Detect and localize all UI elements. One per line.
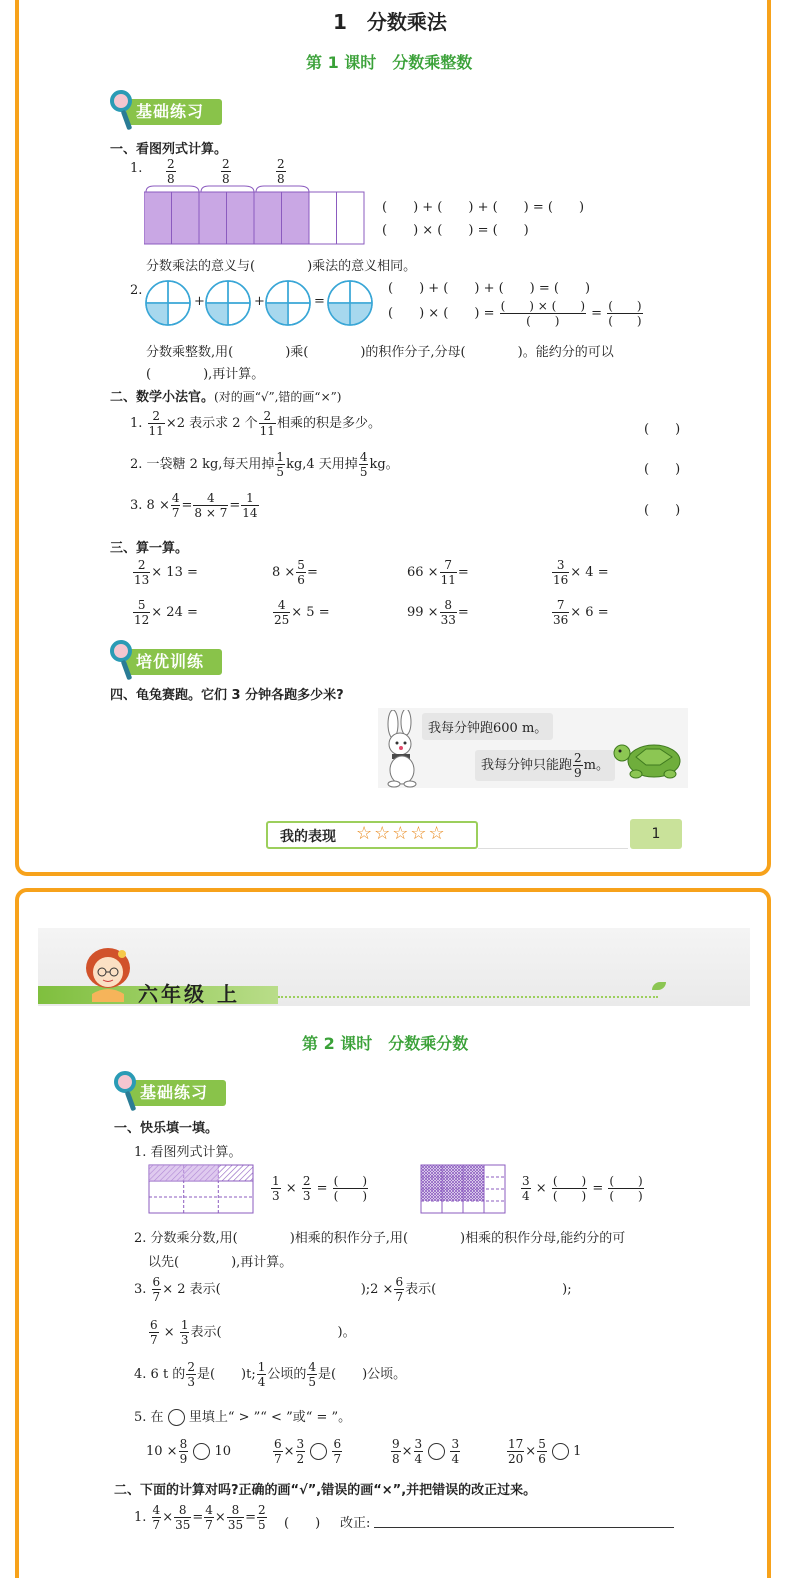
q1-brace-label-2: $\frac{2}{8}$ bbox=[222, 157, 230, 186]
badge-label: 培优训练 bbox=[126, 649, 222, 675]
compare-circle-icon bbox=[168, 1409, 185, 1426]
p2-q4: 4. 6 t 的 $\frac{2}{3}$ 是( )t; $\frac{1}{4}$ 公顷的 $\frac{4}{5}$ 是( )公顷。 bbox=[134, 1360, 407, 1389]
lesson2-title: 第 2 课时 分数乘分数 bbox=[302, 1034, 469, 1053]
calc-2-3: 99 × $\frac{8}{33}$ = bbox=[407, 598, 469, 627]
p2-q1: 1. 看图列式计算。 bbox=[134, 1145, 242, 1160]
judge-item-2: 2. 一袋糖 2 kg,每天用掉 $\frac{1}{5}$ kg,4 天用掉 $\frac{4}{5}$ kg。 bbox=[130, 450, 399, 479]
p2-correct-label: 改正: bbox=[340, 1516, 371, 1531]
answer-circle[interactable] bbox=[193, 1443, 210, 1460]
calc-1-1: $\frac{2}{13}$ × 13 = bbox=[134, 558, 198, 587]
p2-grid-diagram-b bbox=[420, 1164, 508, 1216]
performance-line bbox=[478, 848, 628, 849]
basic-practice-badge-2 bbox=[114, 1077, 226, 1105]
performance-label: 我的表现 bbox=[280, 829, 336, 845]
calc-2-2: $\frac{4}{25}$ × 5 = bbox=[274, 598, 330, 627]
p2-correct-line[interactable] bbox=[374, 1527, 674, 1528]
judge-answer-1[interactable]: ( ) bbox=[644, 422, 681, 437]
calc-1-4: $\frac{3}{16}$ × 4 = bbox=[553, 558, 609, 587]
q1-text: 分数乘法的意义与( )乘法的意义相同。 bbox=[146, 259, 417, 274]
p2-q1-expr-a: $\frac{1}{3}$ × $\frac{2}{3}$ = $\frac{( )}{( )}$ bbox=[272, 1174, 368, 1203]
girl-avatar-icon bbox=[82, 944, 134, 1002]
p2-s2-q1: 1. $\frac{4}{7}$ × $\frac{8}{35}$ = $\frac{4}{7}$ × $\frac{8}{35}$ = $\frac{2}{5}$ bbox=[134, 1503, 266, 1532]
p2-q1-expr-b: $\frac{3}{4}$ × $\frac{( )}{( )}$ = $\frac{( )}{( )}$ bbox=[522, 1174, 643, 1203]
calc-1-3: 66 × $\frac{7}{11}$ = bbox=[407, 558, 469, 587]
badge-label: 基础练习 bbox=[126, 99, 222, 125]
q2-number: 2. bbox=[130, 283, 143, 298]
q2-plus-2: + bbox=[254, 294, 265, 309]
turtle-icon bbox=[612, 735, 688, 780]
compare-1: 10 × $\frac{8}{9}$ 10 bbox=[146, 1437, 232, 1466]
compare-4: $\frac{17}{20}$ × $\frac{5}{6}$ 1 bbox=[508, 1437, 582, 1466]
judge-answer-2[interactable]: ( ) bbox=[644, 462, 681, 477]
advanced-training-badge bbox=[110, 646, 222, 674]
p2-section1-title: 一、快乐填一填。 bbox=[114, 1121, 219, 1136]
q2-text-1: 分数乘整数,用( )乘( )的积作分子,分母( )。能约分的可以 bbox=[146, 345, 614, 360]
page-number: 1 bbox=[630, 819, 682, 849]
magnifier-icon bbox=[110, 90, 132, 112]
q1-mul-line: ( ) × ( ) = ( ) bbox=[382, 223, 529, 238]
p2-q2-line2: 以先( ),再计算。 bbox=[148, 1255, 293, 1270]
q1-brace-label-3: $\frac{2}{8}$ bbox=[277, 157, 285, 186]
q2-equals: = bbox=[314, 294, 325, 309]
answer-circle[interactable] bbox=[552, 1443, 569, 1460]
p2-section2-title: 二、下面的计算对吗?正确的画“√”,错误的画“×”,并把错误的改正过来。 bbox=[114, 1483, 537, 1498]
q1-strip-diagram bbox=[144, 184, 369, 248]
calc-2-4: $\frac{7}{36}$ × 6 = bbox=[553, 598, 609, 627]
p2-s2-q1-answer[interactable]: ( ) bbox=[284, 1516, 321, 1531]
answer-circle[interactable] bbox=[428, 1443, 445, 1460]
magnifier-icon bbox=[110, 640, 132, 662]
q2-add-line: ( ) + ( ) + ( ) = ( ) bbox=[388, 281, 591, 296]
section3-title: 三、算一算。 bbox=[110, 541, 189, 556]
section1-title: 一、看图列式计算。 bbox=[110, 142, 228, 157]
compare-3: $\frac{9}{8}$ × $\frac{3}{4}$ $\frac{3}{4}$ bbox=[392, 1437, 460, 1466]
answer-circle[interactable] bbox=[310, 1443, 327, 1460]
p2-q3-line2: $\frac{6}{7}$ × $\frac{1}{3}$ 表示( )。 bbox=[150, 1318, 356, 1347]
badge-label: 基础练习 bbox=[130, 1080, 226, 1106]
q2-text-2: ( ),再计算。 bbox=[146, 367, 265, 382]
grade-header-text: 六年级 上 bbox=[138, 982, 240, 1006]
q2-mul-line: ( ) × ( ) = $\frac{( ) \times ( )}{( )}$ = $\frac{( )}{( )}$ bbox=[388, 299, 642, 328]
q1-brace-label-1: $\frac{2}{8}$ bbox=[167, 157, 175, 186]
judge-item-1: 1. $\frac{2}{11}$ ×2 表示求 2 个 $\frac{2}{11}$ 相乘的积是多少。 bbox=[130, 409, 381, 438]
grade-header-dotted-line bbox=[278, 996, 658, 998]
rabbit-speech: 我每分钟跑600 m。 bbox=[422, 713, 553, 740]
judge-item-3: 3. 8 × $\frac{4}{7}$ = $\frac{4}{8 \times 7}$ = $\frac{1}{14}$ bbox=[130, 491, 258, 520]
calc-1-2: 8 × $\frac{5}{6}$ = bbox=[272, 558, 318, 587]
calc-2-1: $\frac{5}{12}$ × 24 = bbox=[134, 598, 198, 627]
magnifier-icon bbox=[114, 1071, 136, 1093]
q2-plus-1: + bbox=[194, 294, 205, 309]
turtle-speech: 我每分钟只能跑 $\frac{2}{9}$ m。 bbox=[475, 750, 615, 781]
basic-practice-badge bbox=[110, 96, 222, 124]
chapter-title: 1 分数乘法 bbox=[333, 10, 447, 34]
rating-stars[interactable]: ☆☆☆☆☆ bbox=[356, 823, 447, 844]
rabbit-icon bbox=[378, 710, 428, 788]
lesson-title: 第 1 课时 分数乘整数 bbox=[306, 53, 473, 72]
compare-2: $\frac{6}{7}$ × $\frac{3}{2}$ $\frac{6}{7}$ bbox=[274, 1437, 342, 1466]
p2-q3-line1: 3. $\frac{6}{7}$ × 2 表示( );2 × $\frac{6}{7}$ 表示( ); bbox=[134, 1275, 572, 1304]
q1-number: 1. bbox=[130, 161, 143, 176]
q1-add-line: ( ) + ( ) + ( ) = ( ) bbox=[382, 200, 585, 215]
p2-q5: 5. 在 里填上“ > ”“ < ”或“ = ”。 bbox=[134, 1410, 352, 1425]
judge-answer-3[interactable]: ( ) bbox=[644, 503, 681, 518]
section4-title: 四、龟兔赛跑。它们 3 分钟各跑多少米? bbox=[110, 688, 344, 703]
p2-grid-diagram-a bbox=[148, 1164, 256, 1216]
section2-title: 二、数学小法官。(对的画“√”,错的画“×”) bbox=[110, 390, 342, 405]
p2-q2-line1: 2. 分数乘分数,用( )相乘的积作分子,用( )相乘的积作分母,能约分的可 bbox=[134, 1231, 626, 1246]
